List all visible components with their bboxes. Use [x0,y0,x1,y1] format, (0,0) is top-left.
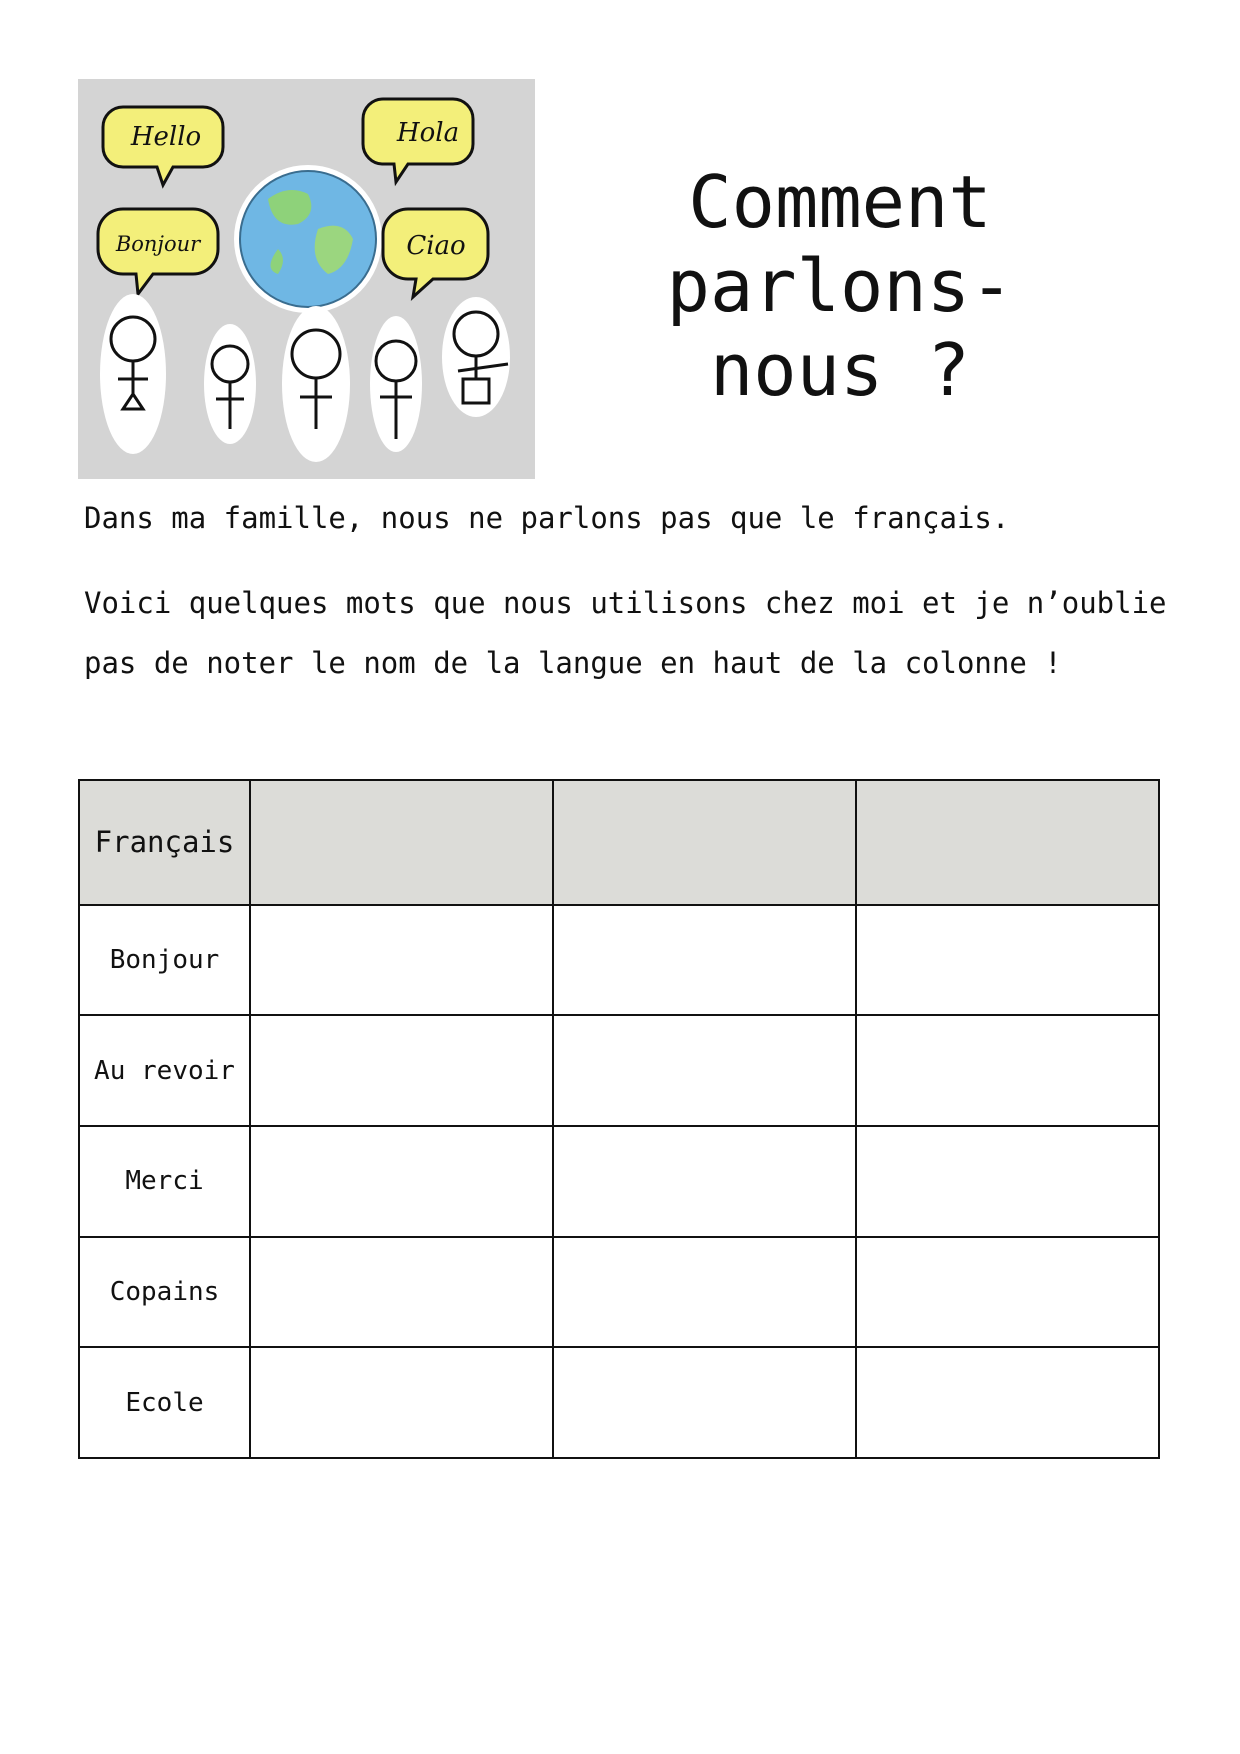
table-header-row [79,780,1159,905]
word-cell: Au revoir [79,1015,250,1126]
child-figure-4 [370,316,422,452]
translation-cell[interactable] [553,1347,856,1458]
translation-cell[interactable] [856,1237,1159,1348]
header-cell-francais: Français [79,780,250,905]
header-cell-language-1[interactable] [250,780,553,905]
translation-cell[interactable] [250,1237,553,1348]
header-cell-language-3[interactable] [856,780,1159,905]
instructions-paragraph: Voici quelques mots que nous utilisons chez moi et je n’oublie pas de noter le nom de la langue en haut de la colonne ! [84,586,1167,680]
translation-cell[interactable] [553,1126,856,1237]
vocabulary-table [78,779,1160,1459]
child-figure-1 [100,294,166,454]
translation-cell[interactable] [250,905,553,1016]
translation-cell[interactable] [250,1347,553,1458]
illustration-languages [78,79,535,479]
globe-icon [234,165,382,313]
translation-cell[interactable] [250,1015,553,1126]
title-line-3: nous ? [709,328,971,412]
header-cell-language-2[interactable] [553,780,856,905]
table-row [79,1347,1159,1458]
translation-cell[interactable] [250,1126,553,1237]
translation-cell[interactable] [856,905,1159,1016]
word-cell: Bonjour [79,905,250,1016]
translation-cell[interactable] [856,1015,1159,1126]
word-cell: Ecole [79,1347,250,1458]
translation-cell[interactable] [553,905,856,1016]
table-row [79,905,1159,1016]
word-cell: Merci [79,1126,250,1237]
intro-paragraph: Dans ma famille, nous ne parlons pas que le français. [84,501,1010,535]
translation-cell[interactable] [553,1237,856,1348]
word-cell: Copains [79,1237,250,1348]
bubble-text-ciao: Ciao [406,231,466,261]
table-row [79,1237,1159,1348]
bubble-text-hello: Hello [130,122,202,152]
bubble-text-bonjour: Bonjour [115,232,201,256]
translation-cell[interactable] [856,1347,1159,1458]
child-figure-3 [282,306,350,462]
title-line-1: Comment [688,160,992,244]
page-title [600,160,1080,412]
translation-cell[interactable] [856,1126,1159,1237]
title-line-2: parlons- [666,244,1014,328]
bubble-text-hola: Hola [396,118,460,148]
table-row [79,1126,1159,1237]
table-row [79,1015,1159,1126]
child-figure-5 [442,297,510,417]
translation-cell[interactable] [553,1015,856,1126]
child-figure-2 [204,324,256,444]
illustration-svg [78,79,535,479]
